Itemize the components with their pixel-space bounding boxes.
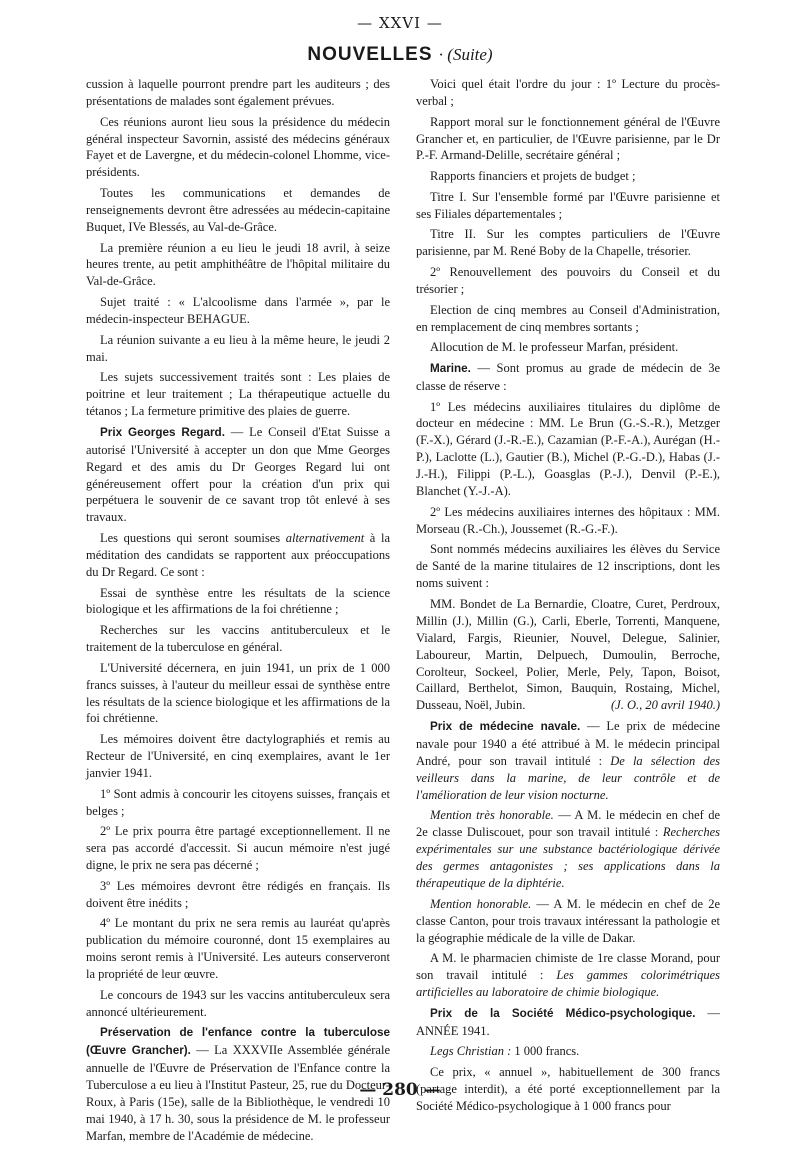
paragraph: Recherches sur les vaccins antituberculeux et le traitement de la tuberculose en général. <box>86 623 390 655</box>
section-heading: Prix de la Société Médico-psychologique. <box>430 1006 696 1020</box>
paragraph: cussion à laquelle pourront prendre part les auditeurs ; des présentations de malades sont également prévues. <box>86 77 390 108</box>
paragraph: Toutes les communications et demandes de renseignements devront être adressées au médecin-capitaine Buquet, IVe Blessés, au Val-de-Grâce. <box>86 186 390 234</box>
paragraph: La réunion suivante a eu lieu à la même heure, le jeudi 2 mai. <box>86 332 390 364</box>
paragraph: Rapport moral sur le fonctionnement général de l'Œuvre Grancher et, en particulier, de l'Œuvre parisienne, par le Dr P.-F. Armand-Delille, secrétaire général ; <box>416 114 720 163</box>
paragraph: Les mémoires doivent être dactylographiés et remis au Recteur de l'Université, en cinq exemplaires, avant le 1er janvier 1941. <box>86 732 390 780</box>
paragraph: Le concours de 1943 sur les vaccins antituberculeux sera annoncé ultérieurement. <box>86 987 390 1019</box>
paragraph: Marine. — Sont promus au grade de médecin de 3e classe de réserve : <box>416 360 720 393</box>
section-heading: Préservation de l'enfance contre la tuberculose (Œuvre Grancher). <box>86 1026 390 1058</box>
left-column <box>86 76 390 1149</box>
section-title <box>0 44 800 66</box>
paragraph: Préservation de l'enfance contre la tuberculose (Œuvre Grancher). — La XXXVIIe Assemblée générale annuelle de l'Œuvre de Préservation de l'Enfance contre la Tuberculose a eu lieu à l'Institut Pasteur, 25, rue du Docteur-Roux, à Paris (15e), salle de la Bibliothèque, le vendredi 10 mai 1940, à 17 h. 30, sous la présidence de M. le professeur Marfan, membre de l'Académie de médecine. <box>86 1026 390 1143</box>
paragraph: Election de cinq membres au Conseil d'Administration, en remplacement de cinq membres sortants ; <box>416 302 720 334</box>
paragraph: Sujet traité : « L'alcoolisme dans l'armée », par le médecin-inspecteur BEHAGUE. <box>86 295 390 326</box>
paragraph: MM. Bondet de La Bernardie, Cloatre, Curet, Perdroux, Millin (J.), Millin (G.), Carli, Eberle, Torrenti, Manquene, Vialard, Fargis, Rieunier, Nouvel, Delegue, Salinier, Laboureur, Martin, Delpuech, Dumoulin, Berroche, Corolteur, Sockeel, Polier, Merle, Pely, Tapon, Boisot, Caillard, Berthelot, Simon, Bauquin, Rostaing, Michel, Dusseau, Noël, Jubin. (J. O., 20 avril 1940.) <box>416 596 720 713</box>
paragraph: Ce prix, « annuel », habituellement de 300 francs (partage interdit), a été porté exceptionnellement par la Société Médico-psychologique à 1 000 francs pour <box>416 1065 720 1113</box>
paragraph: 1º Sont admis à concourir les citoyens suisses, français et belges ; <box>86 786 390 818</box>
paragraph: Mention très honorable. — A M. le médecin en chef de 2e classe Duliscouet, pour son travail intitulé : Recherches expérimentales sur une substance bactériologique dérivée des germes antagonistes ; ses applications dans la thérapeutique de la diphtérie. <box>416 808 720 891</box>
paragraph: Rapports financiers et projets de budget ; <box>430 169 636 184</box>
section-heading: Prix Georges Regard. <box>100 425 225 439</box>
paragraph: Essai de synthèse entre les résultats de la science biologique et les affirmations de la foi chrétienne ; <box>86 585 390 617</box>
paragraph: Prix de médecine navale. — Le prix de médecine navale pour 1940 a été attribué à M. le médecin principal André, pour son travail intitulé : De la sélection des veilleurs dans la marine, de leur contrôle et de l'amélioration de leur vision nocturne. <box>416 719 721 802</box>
journal-reference: (J. O., 20 avril 1940.) <box>610 698 720 713</box>
roman-page-number: — XXVI — <box>357 14 443 32</box>
paragraph: Sont nommés médecins auxiliaires les élèves du Service de Santé de la marine titulaires de 12 inscriptions, dont les noms suivent : <box>416 542 720 591</box>
paragraph: Titre I. Sur l'ensemble formé par l'Œuvre parisienne et ses Filiales départementales ; <box>416 189 720 221</box>
paragraph: Titre II. Sur les comptes particuliers de l'Œuvre parisienne, par M. René Boby de la Chapelle, trésorier. <box>416 227 720 259</box>
paragraph: 1º Les médecins auxiliaires titulaires du diplôme de docteur en médecine : MM. Le Brun (G.-S.-R.), Metzger (F.-X.), Gérard (J.-R.-E.), Cazamian (P.-F.-A.), Aurégan (H.-P.), Laclotte (L.), Gautier (B.), Michel (P.-G.-D.), Habas (J.-J.-H.), Filippi (P.-L.), Goasglas (P.-J.), Denvil (P.-E.), Blanchet (Y.-J.-A). <box>416 399 720 499</box>
paragraph: Prix de la Société Médico-psychologique. — ANNÉE 1941. <box>416 1005 720 1038</box>
paragraph: 2º Renouvellement des pouvoirs du Conseil et du trésorier ; <box>416 265 720 296</box>
right-column <box>416 76 720 1119</box>
paragraph: Allocution de M. le professeur Marfan, président. <box>430 340 679 355</box>
paragraph: Ces réunions auront lieu sous la présidence du médecin général inspecteur Savornin, assisté des médecins généraux Fayet et de Lavergne, et du médecin-colonel Lhomme, vice-présidents. <box>86 114 390 180</box>
section-heading: Marine. <box>430 361 471 375</box>
paragraph: L'Université décernera, en juin 1941, un prix de 1 000 francs suisses, à l'auteur du meilleur essai de synthèse entre les résultats de la science biologique et les affirmations de la foi chrétienne. <box>86 660 390 726</box>
paragraph: Legs Christian : 1 000 francs. <box>430 1044 580 1059</box>
section-title-suite: · (Suite) <box>438 45 493 64</box>
paragraph: Prix Georges Regard. — Le Conseil d'Etat Suisse a autorisé l'Université à accepter un don que Mme Georges Regard et des amis du Dr Georges Regard lui ont généreusement offert pour la création d'un prix qui perpétuera le souvenir de ce savant trop tôt enlevé à ses travaux. <box>86 424 390 525</box>
section-title-text: NOUVELLES <box>307 44 433 65</box>
paragraph: Voici quel était l'ordre du jour : 1º Lecture du procès-verbal ; <box>416 77 720 108</box>
paragraph: 3º Les mémoires devront être rédigés en français. Ils doivent être inédits ; <box>86 878 390 910</box>
paragraph: A M. le pharmacien chimiste de 1re classe Morand, pour son travail intitulé : Les gammes colorimétriques artificielles au laboratoire de chimie biologique. <box>416 951 720 1000</box>
page-number: — 280 — <box>359 1080 441 1100</box>
paragraph: Les sujets successivement traités sont : Les plaies de poitrine et leur traitement ; La thérapeutique actuelle du tétanos ; La fermeture primitive des plaies de guerre. <box>86 370 390 419</box>
paragraph: La première réunion a eu lieu le jeudi 18 avril, à seize heures trente, au petit amphithéâtre de l'hôpital militaire du Val-de-Grâce. <box>86 240 390 289</box>
paragraph: Les questions qui seront soumises alternativement à la méditation des candidats se rapportent aux préoccupations du Dr Regard. Ce sont : <box>86 531 390 579</box>
paragraph: 4º Le montant du prix ne sera remis au lauréat qu'après publication du mémoire couronné, dont 15 exemplaires au moins seront remis à l'Université. Les auteurs conserveront la propriété de leur œuvre. <box>86 916 390 982</box>
section-heading: Prix de médecine navale. <box>430 720 581 734</box>
paragraph: 2º Les médecins auxiliaires internes des hôpitaux : MM. Morseau (R.-Ch.), Joussemet (R.-G.-F.). <box>416 504 720 536</box>
paragraph: Mention honorable. — A M. le médecin en chef de 2e classe Canton, pour trois travaux intéressant la pathologie et la géographie médicale de la ville de Dakar. <box>416 896 721 945</box>
paragraph: 2º Le prix pourra être partagé exceptionnellement. Il ne sera pas accordé d'accessit. Si aucun mémoire n'est jugé digne, le prix ne sera pas décerné ; <box>86 824 390 873</box>
